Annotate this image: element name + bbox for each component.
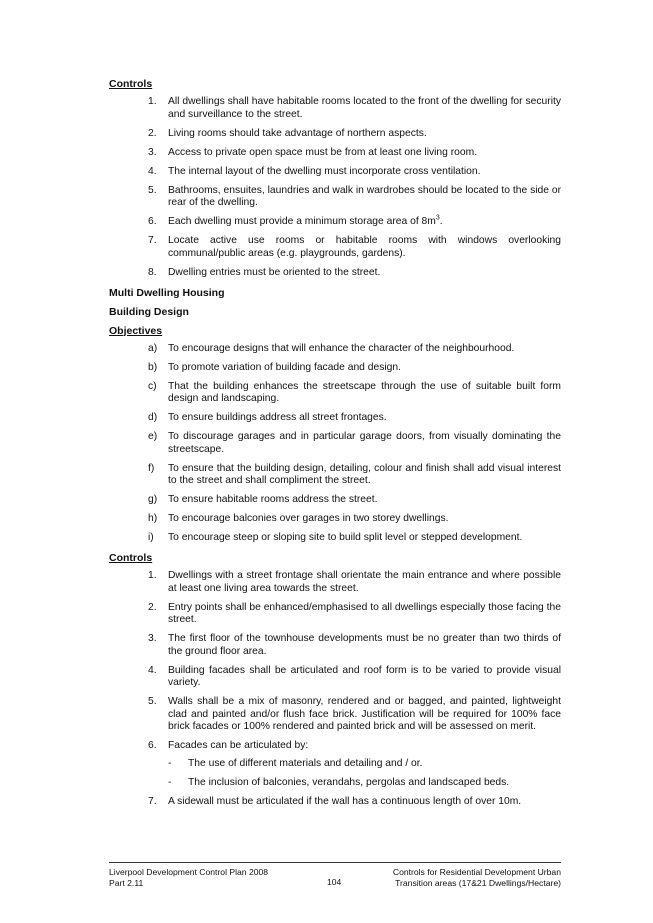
page-number: 104 bbox=[327, 877, 342, 887]
controls-heading-2: Controls bbox=[109, 552, 153, 564]
list-item: b) To promote variation of building facade and design. bbox=[148, 361, 401, 373]
list-item: 1. All dwellings shall have habitable rooms located to the front of the dwelling for security and surveillance to the street. bbox=[148, 96, 561, 120]
sub-list bbox=[168, 758, 561, 790]
controls-list-2 bbox=[109, 570, 561, 808]
objectives-heading: Objectives bbox=[109, 324, 163, 337]
list-item: i) To encourage steep or sloping site to build split level or stepped development. bbox=[148, 532, 523, 543]
list-item: 5. Walls shall be a mix of masonry, rendered and or bagged, and painted, lightweight clad and painted and/or flush face brick. Justification will be required for 100% face brick facades or 100% rendered and painted brick and will be assessed on merit. bbox=[148, 696, 561, 732]
list-item: d) To ensure buildings address all street frontages. bbox=[148, 412, 387, 423]
list-item: 3. The first floor of the townhouse developments must be no greater than two thirds of the ground floor area. bbox=[148, 633, 561, 657]
building-design-heading: Building Design bbox=[109, 305, 189, 318]
list-item: e) To discourage garages and in particular garage doors, from visually dominating the streetscape. bbox=[148, 431, 561, 455]
multi-dwelling-heading: Multi Dwelling Housing bbox=[109, 286, 225, 299]
list-item: h) To encourage balconies over garages in two storey dwellings. bbox=[148, 513, 449, 524]
list-item: g) To ensure habitable rooms address the street. bbox=[148, 494, 378, 505]
list-item: 2. Entry points shall be enhanced/emphasised to all dwellings especially those facing the street. bbox=[148, 601, 561, 625]
list-item: c) That the building enhances the streetscape through the use of suitable built form design and landscaping. bbox=[148, 380, 561, 404]
list-item: 3. Access to private open space must be from at least one living room. bbox=[148, 146, 478, 158]
list-item: 5. Bathrooms, ensuites, laundries and walk in wardrobes should be located to the side or rear of the dwelling. bbox=[148, 184, 561, 208]
footer-section-title: Controls for Residential Development Urban bbox=[392, 867, 561, 877]
list-item: a) To encourage designs that will enhance the character of the neighbourhood. bbox=[148, 342, 515, 354]
list-item: 7. Locate active use rooms or habitable rooms with windows overlooking communal/public areas (e.g. playgrounds, gardens). bbox=[148, 235, 561, 259]
list-item: f) To ensure that the building design, detailing, colour and finish shall add visual interest to the street and shall compliment the street. bbox=[148, 462, 561, 486]
list-item: 4. Building facades shall be articulated and roof form is to be varied to provide visual variety. bbox=[148, 664, 561, 688]
controls-list-1 bbox=[109, 96, 561, 279]
sub-list-item: - The use of different materials and detailing and / or. bbox=[168, 757, 423, 769]
list-item: 1. Dwellings with a street frontage shall orientate the main entrance and where possible at least one living area towards the street. bbox=[148, 570, 561, 594]
list-item: 4. The internal layout of the dwelling must incorporate cross ventilation. bbox=[148, 165, 481, 177]
page-footer bbox=[109, 862, 561, 888]
list-item: 2. Living rooms should take advantage of northern aspects. bbox=[148, 127, 427, 139]
page-content bbox=[109, 77, 561, 815]
list-item: 7. A sidewall must be articulated if the wall has a continuous length of over 10m. bbox=[148, 795, 522, 807]
superscript: 3 bbox=[435, 214, 440, 222]
objectives-list bbox=[109, 343, 561, 545]
footer-document-title: Liverpool Development Control Plan 2008 bbox=[109, 867, 269, 877]
list-item: 6. Facades can be articulated by: - The use of different materials and detailing and / or. - The inclusion of balconies, verandahs, pergolas and landscaped beds. bbox=[109, 740, 561, 789]
controls-heading-1: Controls bbox=[109, 78, 153, 90]
list-item: 8. Dwelling entries must be oriented to the street. bbox=[148, 266, 381, 278]
footer-right bbox=[393, 867, 561, 888]
footer-section-subtitle: Transition areas (17&21 Dwellings/Hectare) bbox=[395, 877, 561, 888]
footer-left bbox=[109, 867, 268, 888]
footer-part: Part 2.11 bbox=[109, 877, 144, 888]
list-item: 6. Each dwelling must provide a minimum storage area of $8m^3$. bbox=[148, 214, 443, 227]
sub-list-item: - The inclusion of balconies, verandahs, pergolas and landscaped beds. bbox=[168, 776, 510, 788]
